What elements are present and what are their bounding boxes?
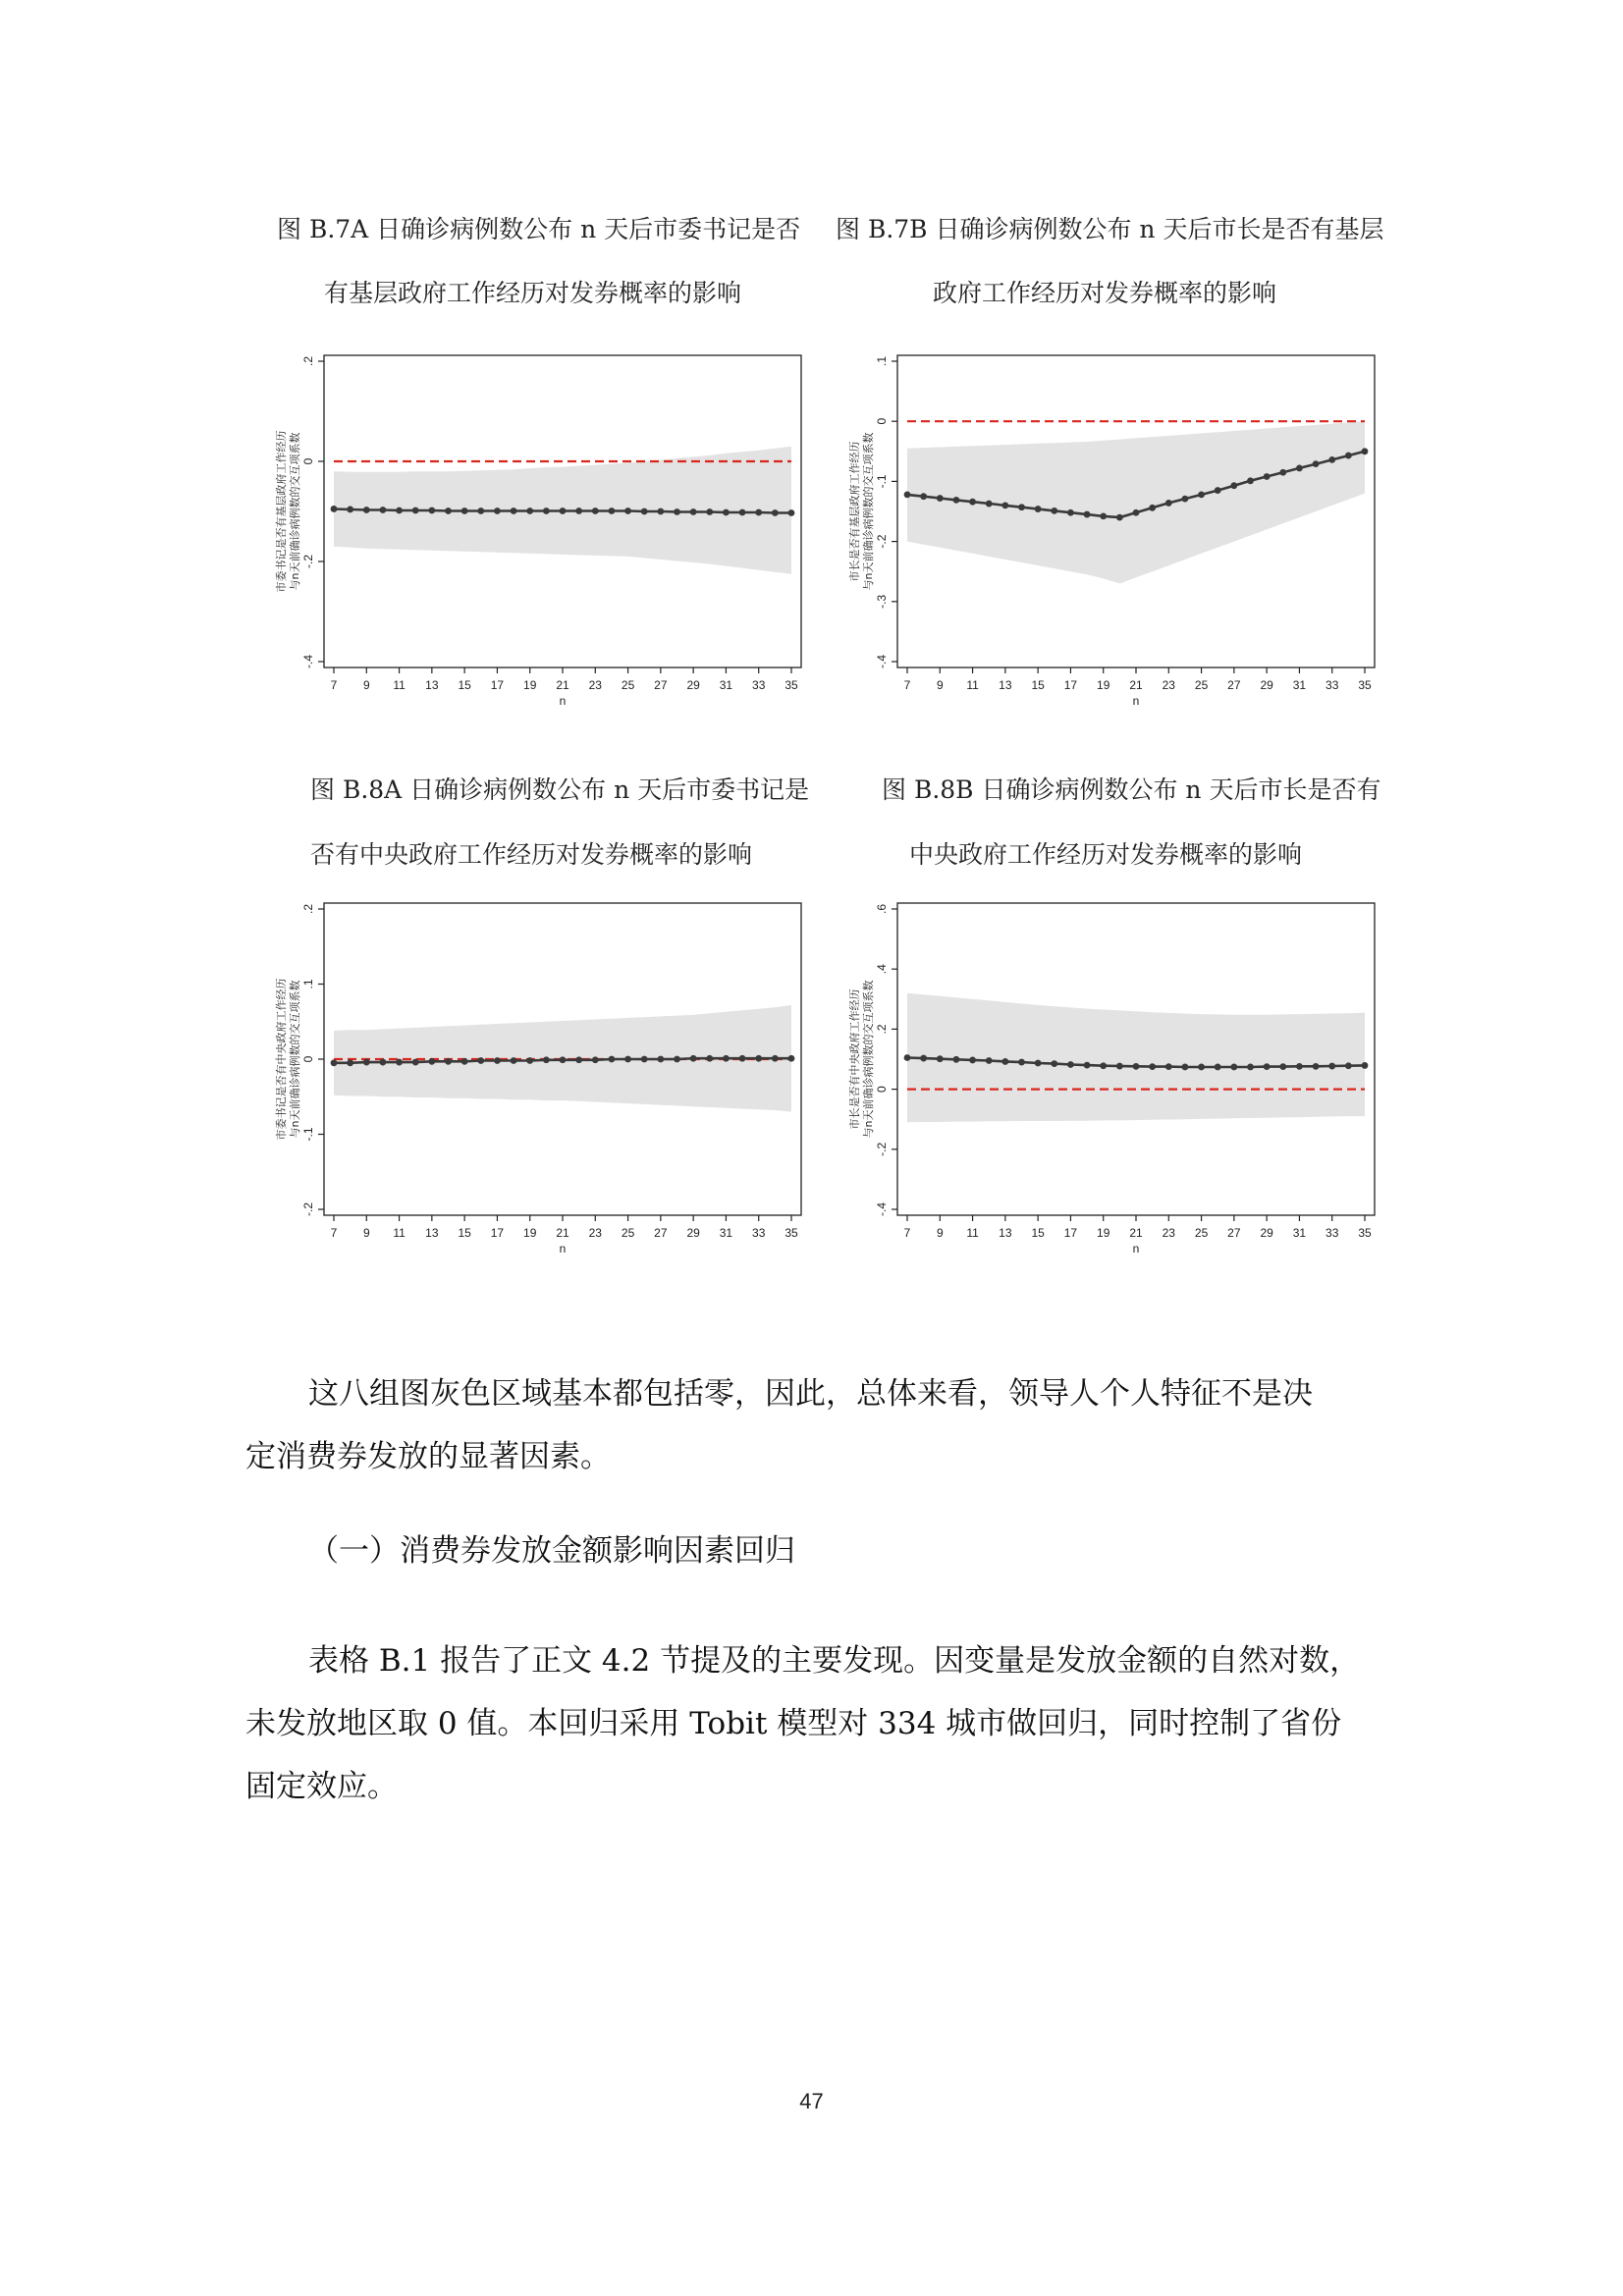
chart-b8b-point [953, 1056, 960, 1063]
chart-b8b-x-tick-label: 7 [903, 1226, 911, 1240]
chart-b7a-x-tick-label: 27 [654, 678, 668, 692]
paragraph-table-intro-line-3: 固定效应。 [245, 1769, 398, 1804]
chart-b7b-point [920, 493, 927, 500]
chart-b8a-point [592, 1056, 599, 1063]
chart-b8a-point [526, 1057, 533, 1064]
chart-b8b-y-tick-label: -.4 [875, 1201, 889, 1217]
chart-b8b-point [904, 1054, 911, 1061]
chart-b7a [243, 346, 811, 758]
chart-b8a-point [575, 1056, 582, 1063]
chart-b8b-point [1001, 1058, 1008, 1065]
chart-b8a-x-tick-label: 7 [330, 1226, 338, 1240]
chart-b7a-x-tick-label: 29 [686, 678, 700, 692]
chart-b8a-point [363, 1059, 370, 1066]
paragraph-table-intro [245, 1629, 1384, 1818]
chart-b7a-x-tick-label: 31 [719, 678, 733, 692]
chart-b7a-x-tick-label: 33 [752, 678, 766, 692]
chart-b8a-point [396, 1059, 403, 1066]
chart-b7b-point [1345, 453, 1352, 459]
chart-b7a-point [575, 507, 582, 514]
chart-b7a-point [657, 508, 664, 515]
chart-b7b-point [1035, 506, 1042, 512]
chart-b7b-point [1247, 477, 1254, 484]
chart-b7b-point [1165, 500, 1172, 507]
chart-b8b-x-tick-label: 13 [999, 1226, 1012, 1240]
chart-b8a-x-tick-label: 13 [425, 1226, 439, 1240]
chart-b8a-point [609, 1056, 616, 1063]
chart-b8b-point [1165, 1063, 1172, 1070]
chart-b8a-point [739, 1055, 746, 1062]
chart-b8b-point [986, 1057, 993, 1064]
chart-b8b-x-tick-label: 21 [1129, 1226, 1143, 1240]
chart-b7a-point [723, 509, 730, 516]
chart-b8a-point [543, 1056, 550, 1063]
chart-b7b-point [1328, 456, 1335, 463]
chart-b7a-point [674, 508, 680, 515]
chart-b8b-x-tick-label: 29 [1260, 1226, 1273, 1240]
chart-b7a-point [739, 509, 746, 516]
chart-b8a-y-tick-label: -.1 [301, 1127, 315, 1142]
chart-b8b-y-tick-label: -.2 [875, 1142, 889, 1156]
chart-b8a-point [412, 1059, 419, 1066]
chart-b8a-point [380, 1059, 387, 1066]
section-heading-text: （一）消费券发放金额影响因素回归 [308, 1533, 795, 1569]
chart-b8b-point [1328, 1063, 1335, 1070]
chart-b8a-svg [243, 893, 811, 1306]
chart-b8b-point [920, 1055, 927, 1062]
chart-b7a-point [412, 507, 419, 514]
chart-b7b-x-tick-label: 15 [1031, 678, 1045, 692]
chart-b8a-point [772, 1055, 779, 1062]
chart-b8a-x-tick-label: 35 [784, 1226, 798, 1240]
chart-b7a-point [494, 507, 501, 514]
chart-b7a-point [511, 507, 517, 514]
chart-b8a-y-tick-label: 0 [301, 1055, 315, 1063]
chart-b8b-point [1018, 1059, 1025, 1066]
chart-b8b-x-tick-label: 35 [1358, 1226, 1372, 1240]
chart-b7b-x-tick-label: 9 [936, 678, 944, 692]
chart-b8a-point [674, 1056, 680, 1063]
chart-b8a-x-tick-label: 21 [556, 1226, 569, 1240]
chart-b7b-x-tick-label: 7 [903, 678, 911, 692]
chart-b7b-point [1051, 507, 1057, 514]
chart-b7a-x-tick-label: 7 [330, 678, 338, 692]
chart-b7a-point [755, 509, 762, 516]
chart-b7a-point [772, 509, 779, 516]
chart-b7b-point [937, 495, 944, 502]
chart-b7b-x-tick-label: 23 [1162, 678, 1175, 692]
chart-b8a-x-tick-label: 27 [654, 1226, 668, 1240]
chart-b8b-y-tick-label: 0 [875, 1086, 889, 1093]
chart-b8b-point [1133, 1063, 1140, 1070]
chart-b7b-point [904, 491, 911, 498]
chart-b8a-point [690, 1055, 697, 1062]
chart-b7b-x-tick-label: 33 [1325, 678, 1339, 692]
chart-b8b-x-tick-label: 17 [1063, 1226, 1078, 1240]
chart-b8b [817, 893, 1384, 1306]
chart-b8b-point [1279, 1063, 1286, 1070]
figure-caption-b8b-line1: 图 B.8B 日确诊病例数公布 n 天后市长是否有 [882, 775, 1381, 804]
chart-b7b-point [1313, 460, 1320, 467]
chart-b7a-point [347, 507, 353, 513]
chart-b8a-point [706, 1055, 713, 1062]
chart-b8a-x-tick-label: 23 [588, 1226, 602, 1240]
chart-b7a-point [428, 507, 435, 514]
chart-b8a-y-tick-label: -.2 [301, 1201, 315, 1217]
chart-b8b-point [1116, 1063, 1123, 1070]
chart-b7b-x-tick-label: 35 [1358, 678, 1372, 692]
figure-caption-b7a-line2: 有基层政府工作经历对发券概率的影响 [324, 279, 742, 307]
chart-b7a-point [560, 507, 567, 514]
chart-b8b-point [1198, 1064, 1205, 1071]
chart-b8b-x-tick-label: 11 [966, 1226, 979, 1240]
chart-b7a-y-tick-label: .2 [301, 355, 315, 367]
chart-b7a-x-tick-label: 25 [621, 678, 635, 692]
paragraph-table-intro-line-2: 未发放地区取 0 值。本回归采用 Tobit 模型对 334 城市做回归，同时控制了省份 [245, 1706, 1342, 1741]
chart-b7b-y-tick-label: 0 [875, 417, 889, 425]
chart-b8a-point [428, 1058, 435, 1065]
chart-b8a-point [461, 1058, 468, 1065]
chart-b8b-point [1035, 1060, 1042, 1067]
chart-b8a-x-axis-label: n [559, 1242, 567, 1255]
chart-b7a-point [609, 507, 616, 514]
chart-b7b-point [1182, 496, 1189, 503]
chart-b8b-point [1362, 1062, 1369, 1069]
figure-caption-b7a-line1: 图 B.7A 日确诊病例数公布 n 天后市委书记是否 [277, 215, 801, 243]
chart-b8a-point [641, 1056, 648, 1063]
chart-b8a [243, 893, 811, 1306]
chart-b8a-point [331, 1059, 338, 1066]
chart-b8b-point [1247, 1064, 1254, 1071]
chart-b7b-y-tick-label: -.3 [875, 594, 889, 609]
paragraph-summary-line-1: 这八组图灰色区域基本都包括零，因此，总体来看，领导人个人特征不是决 [308, 1376, 1313, 1412]
chart-b7a-x-tick-label: 23 [588, 678, 602, 692]
chart-b7b-point [1067, 509, 1074, 516]
chart-b8b-x-tick-label: 25 [1194, 1226, 1209, 1240]
chart-b8b-x-tick-label: 31 [1292, 1226, 1307, 1240]
chart-b8b-svg [817, 893, 1384, 1306]
figure-caption-b7b-line2: 政府工作经历对发券概率的影响 [933, 279, 1277, 307]
paragraph-table-intro-line-1: 表格 B.1 报告了正文 4.2 节提及的主要发现。因变量是发放金额的自然对数， [308, 1643, 1361, 1679]
chart-b8a-x-tick-label: 25 [621, 1226, 635, 1240]
chart-b7a-x-tick-label: 11 [393, 678, 406, 692]
chart-b8a-y-axis-label: 与n天前确诊病例数的交互项系数 [289, 980, 301, 1139]
chart-b8b-x-tick-label: 33 [1325, 1226, 1339, 1240]
chart-b7b-x-tick-label: 19 [1097, 678, 1110, 692]
chart-b7a-x-tick-label: 15 [458, 678, 471, 692]
chart-b7b-point [1001, 502, 1008, 508]
chart-b8b-point [1182, 1064, 1189, 1071]
chart-b8b-point [1149, 1063, 1156, 1070]
chart-b8a-point [723, 1055, 730, 1062]
chart-b8b-point [1100, 1062, 1107, 1069]
chart-b7b-x-tick-label: 29 [1260, 678, 1273, 692]
chart-b8b-y-axis-label: 与n天前确诊病例数的交互项系数 [862, 980, 875, 1139]
chart-b8a-y-tick-label: .1 [301, 979, 315, 989]
chart-b7b-y-axis-label: 市长是否有基层政府工作经历 [848, 441, 861, 582]
chart-b7b-point [1149, 505, 1156, 511]
chart-b8b-x-tick-label: 23 [1162, 1226, 1175, 1240]
chart-b8a-point [445, 1058, 452, 1065]
chart-b7b-point [1116, 514, 1123, 521]
chart-b8b-x-tick-label: 15 [1031, 1226, 1045, 1240]
chart-b7a-y-axis-label: 市委书记是否有基层政府工作经历 [275, 430, 288, 593]
figure-caption-b8a-line2: 否有中央政府工作经历对发券概率的影响 [310, 840, 753, 869]
chart-b7b-point [1264, 473, 1271, 480]
chart-b7b-point [1198, 491, 1205, 498]
chart-b7b-point [1018, 504, 1025, 510]
chart-b7b-x-axis-label: n [1132, 694, 1140, 708]
chart-b8a-point [624, 1056, 631, 1063]
chart-b7b-point [1100, 512, 1107, 519]
chart-b8a-x-tick-label: 11 [393, 1226, 406, 1240]
chart-b7a-point [380, 507, 387, 513]
chart-b8b-point [1230, 1064, 1237, 1071]
chart-b7b-point [986, 501, 993, 507]
chart-b7a-x-tick-label: 19 [523, 678, 537, 692]
chart-b7a-point [706, 508, 713, 515]
chart-b8a-x-tick-label: 15 [458, 1226, 471, 1240]
chart-b7b-x-tick-label: 13 [999, 678, 1012, 692]
chart-b8b-x-tick-label: 27 [1227, 1226, 1241, 1240]
chart-b8a-point [657, 1056, 664, 1063]
chart-b7b-point [1279, 469, 1286, 476]
chart-b8b-point [937, 1055, 944, 1062]
chart-b8a-x-tick-label: 17 [490, 1226, 505, 1240]
chart-b7a-x-axis-label: n [559, 694, 567, 708]
chart-b7a-svg [243, 346, 811, 758]
chart-b8b-point [969, 1057, 976, 1064]
chart-b8a-point [511, 1057, 517, 1064]
chart-b8b-y-tick-label: .4 [875, 964, 889, 975]
chart-b8a-point [477, 1057, 484, 1064]
chart-b7a-point [445, 507, 452, 514]
chart-b7b-point [969, 499, 976, 506]
chart-b7a-point [690, 508, 697, 515]
chart-b8b-point [1051, 1060, 1057, 1067]
chart-b7b-y-tick-label: .1 [875, 355, 889, 367]
chart-b7a-point [592, 507, 599, 514]
chart-b7a-y-tick-label: 0 [301, 457, 315, 465]
figure-caption-b8b-line2: 中央政府工作经历对发券概率的影响 [909, 840, 1303, 869]
chart-b8b-point [1084, 1062, 1091, 1069]
chart-b7a-y-axis-label: 与n天前确诊病例数的交互项系数 [289, 432, 301, 591]
chart-b7b-point [1296, 465, 1303, 472]
chart-b7a-x-tick-label: 9 [362, 678, 370, 692]
chart-b7a-x-tick-label: 13 [425, 678, 439, 692]
chart-b8b-point [1264, 1063, 1271, 1070]
chart-b7a-point [477, 507, 484, 514]
chart-b8b-point [1313, 1063, 1320, 1070]
chart-b7b-y-tick-label: -.1 [875, 474, 889, 489]
chart-b7a-point [624, 507, 631, 514]
figure-caption-b7b-line1: 图 B.7B 日确诊病例数公布 n 天后市长是否有基层 [836, 215, 1384, 243]
chart-b8a-x-tick-label: 19 [523, 1226, 537, 1240]
chart-b8a-x-tick-label: 33 [752, 1226, 766, 1240]
chart-b7a-y-tick-label: -.4 [301, 654, 315, 669]
chart-b7b-point [1230, 482, 1237, 489]
chart-b7b-point [1133, 509, 1140, 516]
chart-b7a-point [396, 507, 403, 514]
chart-b8b-point [1067, 1061, 1074, 1068]
chart-b8b-x-axis-label: n [1132, 1242, 1140, 1255]
chart-b7b [817, 346, 1384, 758]
chart-b7a-point [543, 507, 550, 514]
section-heading [308, 1520, 1447, 1582]
chart-b8b-y-axis-label: 市长是否有中央政府工作经历 [848, 988, 861, 1130]
chart-b8b-x-tick-label: 9 [936, 1226, 944, 1240]
page-number: 47 [799, 2089, 824, 2113]
chart-b8b-y-tick-label: .6 [875, 903, 889, 915]
chart-b7b-y-tick-label: -.4 [875, 654, 889, 669]
chart-b8a-y-tick-label: .2 [301, 903, 315, 915]
chart-b8a-point [755, 1055, 762, 1062]
chart-b8b-point [1296, 1063, 1303, 1070]
paragraph-summary-line-2: 定消费券发放的显著因素。 [245, 1439, 611, 1474]
chart-b7b-point [1215, 487, 1221, 494]
chart-b7b-point [1362, 448, 1369, 454]
chart-b8a-point [494, 1057, 501, 1064]
chart-b7b-x-tick-label: 27 [1227, 678, 1241, 692]
chart-b7b-x-tick-label: 11 [966, 678, 979, 692]
chart-b8a-x-tick-label: 31 [719, 1226, 733, 1240]
chart-b7b-point [953, 497, 960, 504]
chart-b7b-svg [817, 346, 1384, 758]
chart-b8a-x-tick-label: 9 [362, 1226, 370, 1240]
chart-b7a-point [526, 507, 533, 514]
chart-b7b-y-tick-label: -.2 [875, 534, 889, 549]
chart-b7b-x-tick-label: 25 [1194, 678, 1209, 692]
chart-b8a-y-axis-label: 市委书记是否有中央政府工作经历 [275, 978, 288, 1141]
figure-caption-b8a-line1: 图 B.8A 日确诊病例数公布 n 天后市委书记是 [310, 775, 810, 804]
paragraph-summary [245, 1362, 1384, 1488]
chart-b8a-x-tick-label: 29 [686, 1226, 700, 1240]
chart-b7a-x-tick-label: 35 [784, 678, 798, 692]
chart-b7b-x-tick-label: 31 [1292, 678, 1307, 692]
chart-b7a-x-tick-label: 17 [490, 678, 505, 692]
chart-b8a-point [788, 1055, 795, 1062]
chart-b8b-point [1345, 1062, 1352, 1069]
chart-b7a-point [461, 507, 468, 514]
chart-b7b-x-tick-label: 21 [1129, 678, 1143, 692]
chart-b7a-y-tick-label: -.2 [301, 554, 315, 569]
chart-b7a-point [363, 507, 370, 513]
chart-b7b-x-tick-label: 17 [1063, 678, 1078, 692]
chart-b7a-x-tick-label: 21 [556, 678, 569, 692]
chart-b7b-point [1084, 511, 1091, 518]
chart-b7b-y-axis-label: 与n天前确诊病例数的交互项系数 [862, 432, 875, 591]
chart-b8a-point [347, 1059, 353, 1066]
chart-b8b-y-tick-label: .2 [875, 1024, 889, 1035]
chart-b8a-point [560, 1056, 567, 1063]
chart-b8b-x-tick-label: 19 [1097, 1226, 1110, 1240]
chart-b7a-point [788, 509, 795, 516]
chart-b7a-point [331, 506, 338, 512]
chart-b8b-point [1215, 1064, 1221, 1071]
chart-b7a-point [641, 508, 648, 515]
